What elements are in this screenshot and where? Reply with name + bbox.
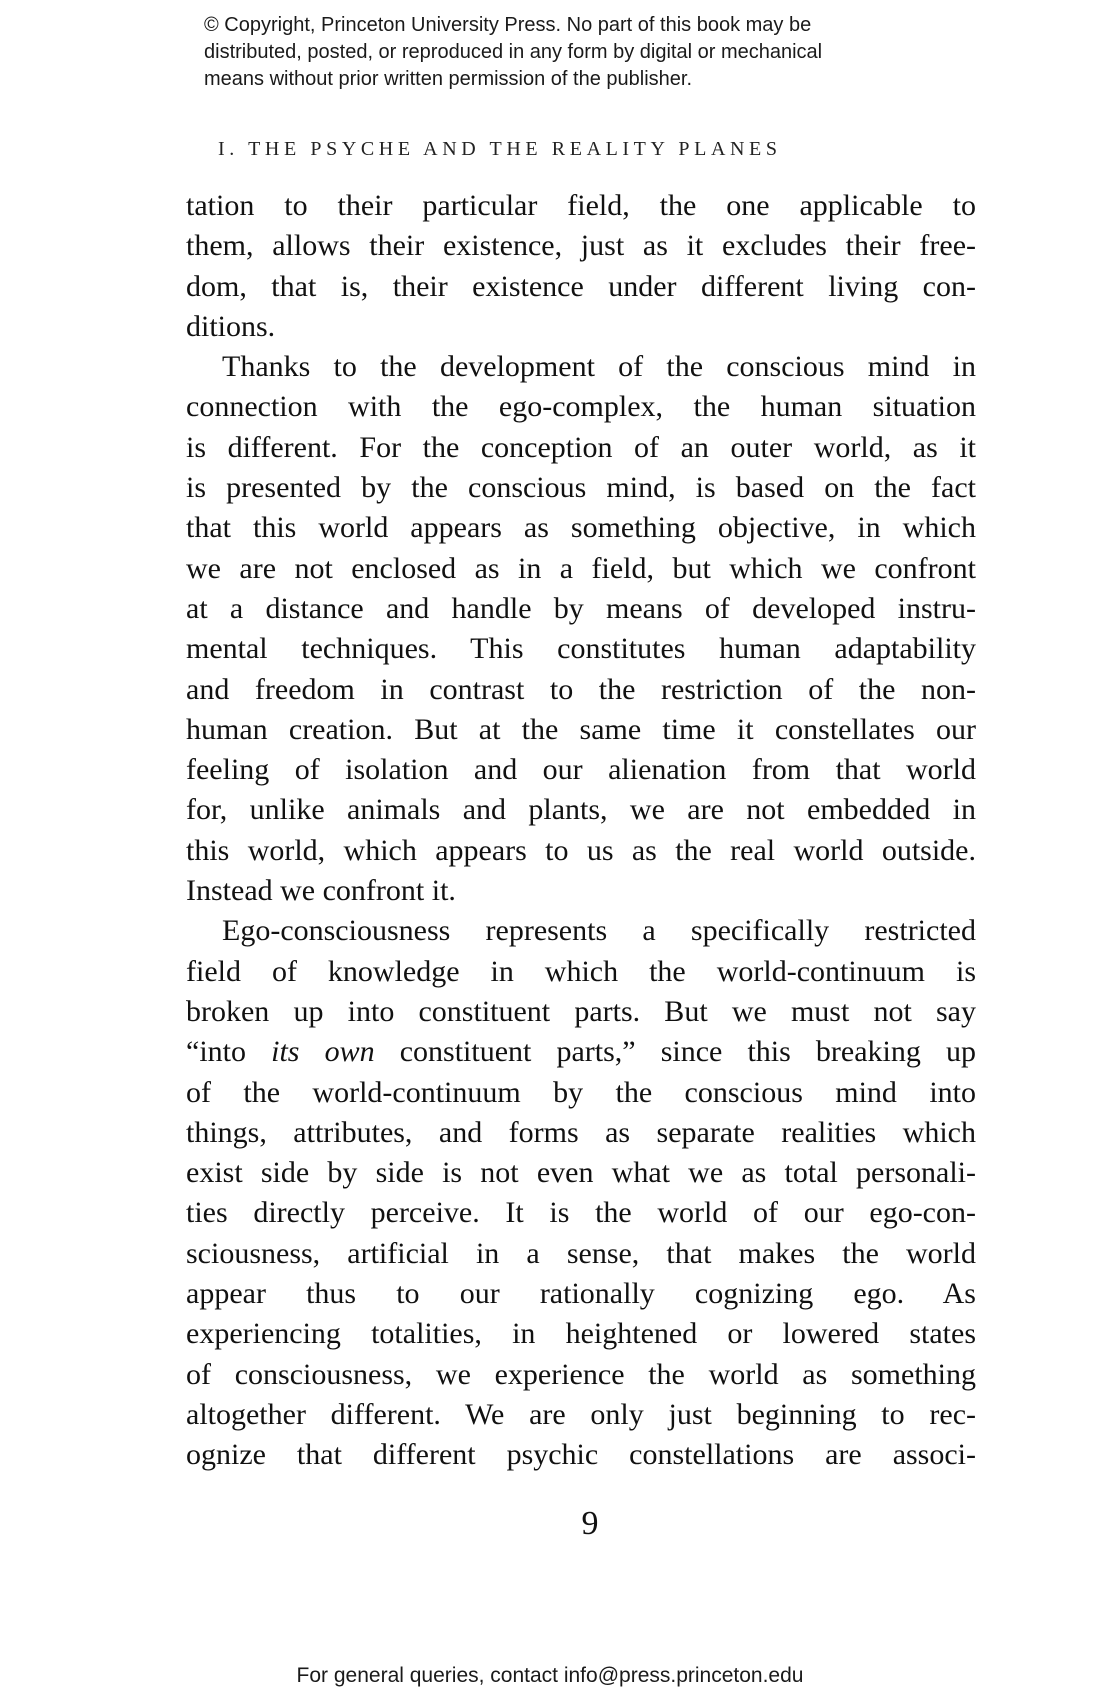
body-text [186,186,976,1476]
text-line: things, attributes, and forms as separate realities which [186,1115,976,1149]
text-line: dom, that is, their existence under different living con- [186,269,976,303]
text-line: is presented by the conscious mind, is based on the fact [186,471,976,505]
text-line: mental techniques. This constitutes human adaptability [186,632,976,666]
page-number: 9 [581,1505,599,1542]
text-line: exist side by side is not even what we as total personali- [186,1156,976,1190]
text-line: ognize that different psychic constellations are associ- [186,1438,976,1472]
text-line: sciousness, artificial in a sense, that makes the world [186,1236,976,1270]
text-line: for, unlike animals and plants, we are not embedded in [186,793,976,827]
text-line: Thanks to the development of the conscious mind in [222,350,976,384]
text-line: ditions. [186,309,276,343]
text-line: at a distance and handle by means of developed instru- [186,591,976,625]
text-line: experiencing totalities, in heightened or lowered states [186,1317,976,1351]
text-line: Ego-consciousness represents a specifically restricted [222,914,976,948]
text-line: ties directly perceive. It is the world of our ego-con- [186,1196,976,1230]
text-line: “into its own constituent parts,” since this breaking up [186,1035,977,1069]
text-line: and freedom in contrast to the restriction of the non- [186,672,976,706]
text-line: of the world-continuum by the conscious mind into [186,1075,976,1109]
copyright-line: distributed, posted, or reproduced in any form by digital or mechanical [204,41,823,63]
text-line: is different. For the conception of an outer world, as it [186,430,976,464]
text-line: we are not enclosed as in a field, but which we confront [186,551,976,585]
running-head: I. THE PSYCHE AND THE REALITY PLANES [218,138,782,160]
text-line: altogether different. We are only just beginning to rec- [186,1397,976,1431]
text-line: appear thus to our rationally cognizing ego. As [186,1277,976,1311]
text-line: tation to their particular field, the one applicable to [186,189,976,222]
text-line: broken up into constituent parts. But we must not say [186,994,976,1028]
text-line: feeling of isolation and our alienation from that world [186,753,976,787]
copyright-line: © Copyright, Princeton University Press. No part of this book may be [204,14,812,36]
text-line: field of knowledge in which the world-continuum is [186,954,976,988]
copyright-notice [204,12,924,93]
text-line: that this world appears as something objective, in which [186,511,976,545]
text-line: this world, which appears to us as the real world outside. [186,833,976,867]
text-line: connection with the ego-complex, the human situation [186,390,976,424]
text-line: Instead we confront it. [186,874,456,908]
footer-contact: For general queries, contact info@press.princeton.edu [296,1664,804,1687]
text-line: human creation. But at the same time it constellates our [186,712,976,746]
text-line: them, allows their existence, just as it excludes their free- [186,229,976,263]
text-line: of consciousness, we experience the world as something [186,1357,976,1391]
copyright-line: means without prior written permission of the publisher. [204,68,693,90]
